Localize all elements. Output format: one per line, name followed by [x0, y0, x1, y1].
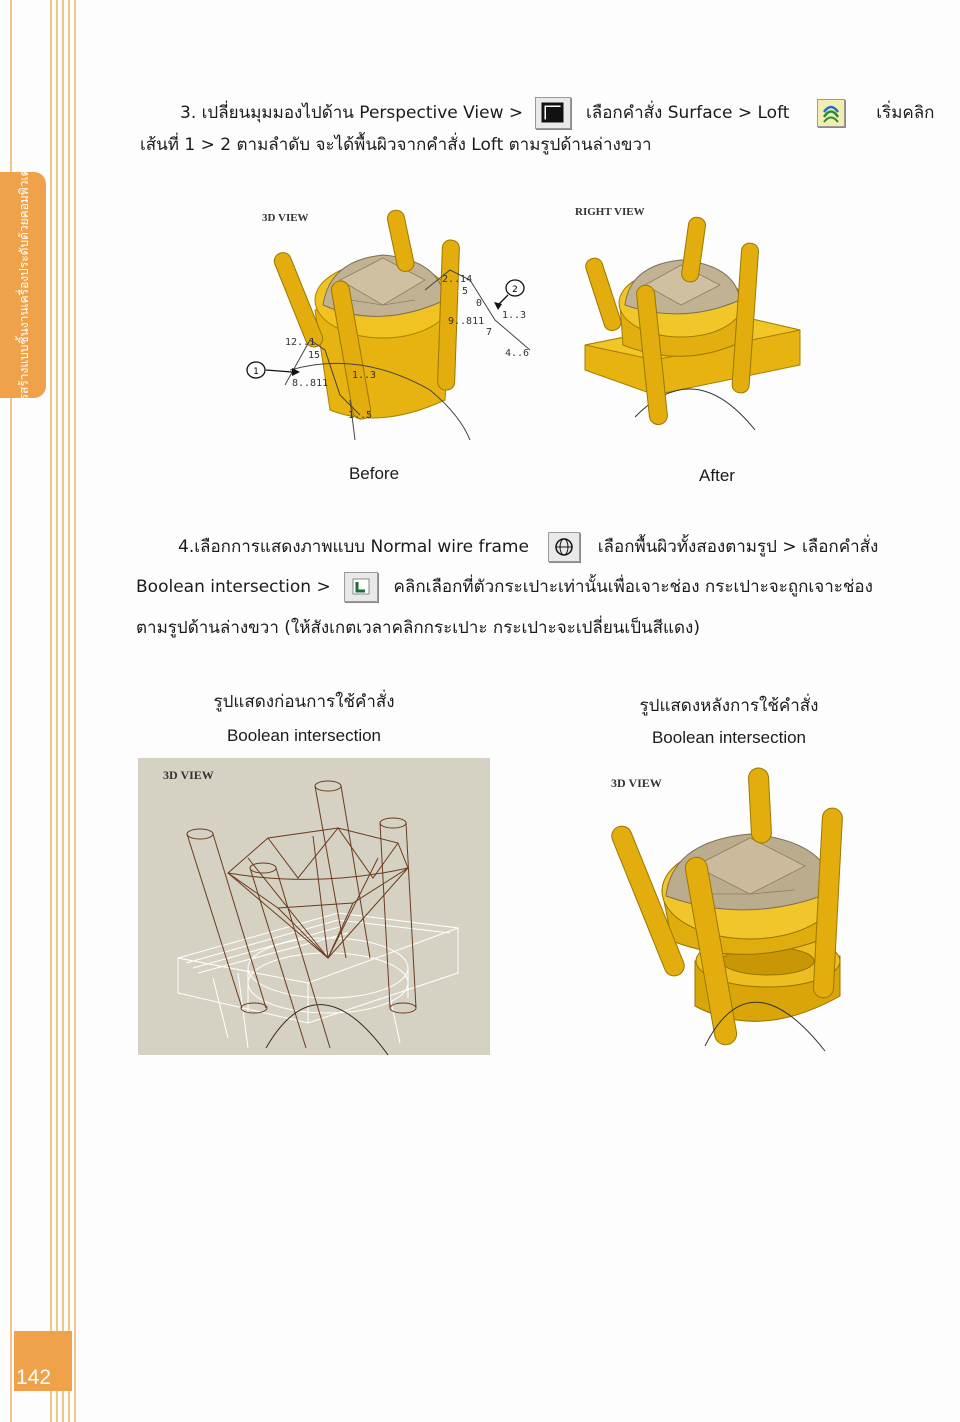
step4-line3: ตามรูปด้านล่างขวา (ให้สังเกตเวลาคลิกกระเปาะ กระเปาะจะเปลี่ยนเป็นสีแดง): [136, 618, 700, 638]
boolean-intersection-icon: [344, 572, 378, 602]
curve-label: 1..3: [352, 370, 377, 381]
after-caption: After: [699, 466, 735, 485]
curve-label: 5: [462, 286, 469, 297]
step4-line2: [136, 570, 873, 604]
callout-2-label: 2: [512, 285, 518, 295]
after-render: [575, 205, 825, 445]
curve-label: 2..14: [442, 274, 473, 285]
loft-icon: [817, 99, 845, 127]
curve-label: 9..811: [448, 316, 485, 327]
margin-stripe: [62, 0, 64, 1422]
curve-label: 12..1: [285, 337, 316, 348]
curve-label: 7: [486, 327, 493, 338]
curve-label: 15: [308, 350, 321, 361]
step3-line1-middle: เลือกคำสั่ง Surface > Loft: [585, 103, 790, 123]
right-view-label: 3D VIEW: [611, 776, 662, 790]
curve-label: 8..811: [292, 378, 329, 389]
perspective-view-icon: [535, 97, 571, 129]
boolean-result-render: [600, 766, 860, 1066]
margin-stripe: [74, 0, 76, 1422]
step3-line1-prefix: 3. เปลี่ยนมุมมองไปด้าน Perspective View >: [180, 103, 524, 123]
before-render: [230, 200, 550, 450]
curve-label: 1..5: [348, 410, 373, 421]
step4-line1-prefix: 4.เลือกการแสดงภาพแบบ Normal wire frame: [178, 537, 529, 557]
margin-stripe: [50, 0, 52, 1422]
after-view-label: RIGHT VIEW: [575, 206, 645, 218]
step4-line2-suffix: คลิกเลือกที่ตัวกระเปาะเท่านั้นเพื่อเจาะช่อง กระเปาะจะถูกเจาะช่อง: [393, 577, 873, 597]
page-number: 142: [16, 1366, 52, 1389]
step3-line1: [180, 96, 934, 130]
before-caption: Before: [348, 464, 400, 483]
wireframe-icon: [548, 532, 580, 562]
left-view-label: 3D VIEW: [163, 768, 214, 782]
step4-line1: [178, 530, 878, 564]
step3-line2: เส้นที่ 1 > 2 ตามลำดับ จะได้พื้นผิวจากคำสั่ง Loft ตามรูปด้านล่างขวา: [140, 135, 652, 155]
curve-label: 0: [476, 298, 483, 309]
step3-line1-suffix: เริ่มคลิก: [876, 103, 935, 123]
curve-label: 1..3: [502, 310, 527, 321]
wireframe-render: [138, 758, 490, 1055]
step4-line2-prefix: Boolean intersection >: [136, 577, 331, 597]
callout-1-label: 1: [253, 367, 259, 377]
margin-stripe: [56, 0, 58, 1422]
right-caption-line1: รูปแสดงหลังการใช้คำสั่ง: [639, 696, 819, 715]
before-view-label: 3D VIEW: [262, 212, 309, 224]
callout-2: [494, 280, 524, 310]
left-caption-line2: Boolean intersection: [226, 726, 382, 745]
step4-line1-suffix: เลือกพื้นผิวทั้งสองตามรูป > เลือกคำสั่ง: [597, 537, 879, 557]
chapter-title: การสร้างแบบชิ้นงานเครื่องประดับด้วยคอมพิวเตอร์: [16, 155, 31, 415]
margin-stripe: [68, 0, 70, 1422]
left-caption-line1: รูปแสดงก่อนการใช้คำสั่ง: [213, 692, 395, 711]
callout-1: [247, 362, 300, 378]
right-caption-line2: Boolean intersection: [651, 728, 807, 747]
curve-label: 4..6: [505, 348, 530, 359]
